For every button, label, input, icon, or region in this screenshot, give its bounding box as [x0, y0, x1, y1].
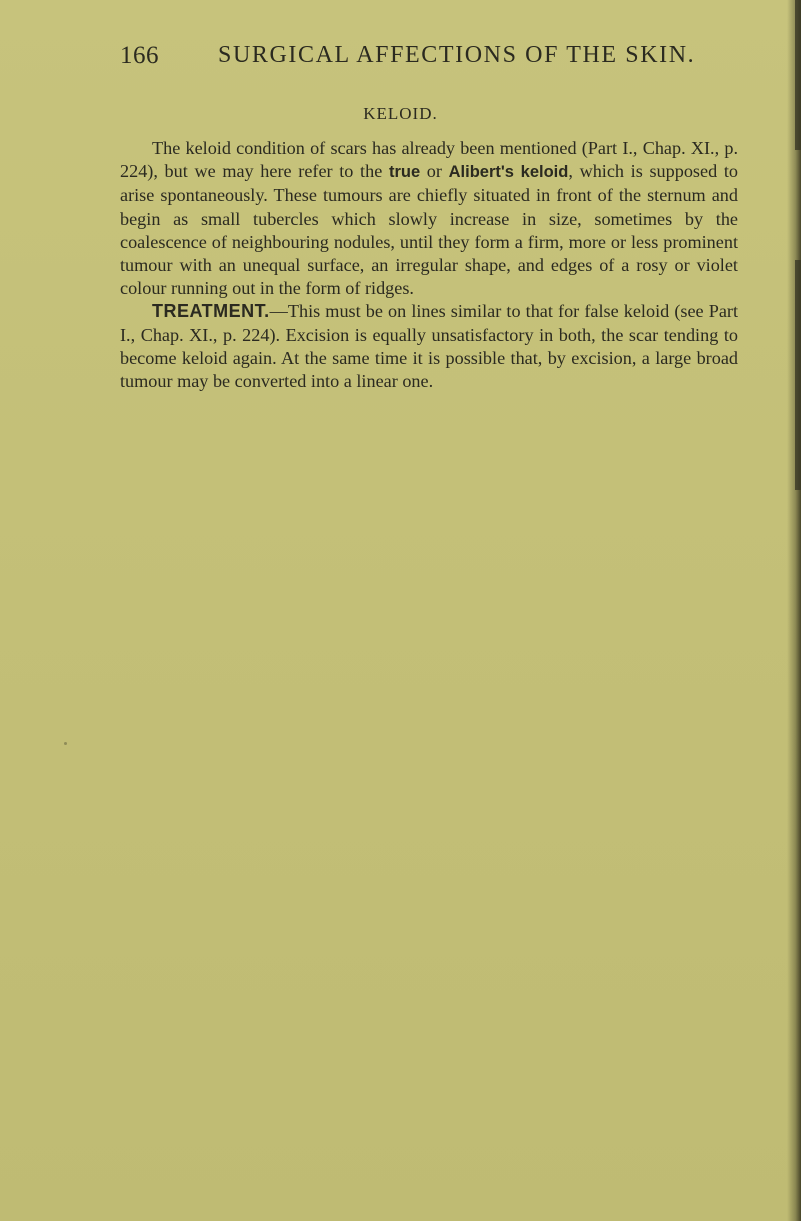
running-head-title: SURGICAL AFFECTIONS OF THE SKIN. [218, 42, 696, 68]
treatment-heading: TREATMENT. [152, 301, 270, 322]
paragraph-text: , which is supposed to arise spontaneously. These tumours are chiefly situated in front of the sternum and begin as small tubercles which slowly increase in size, sometimes by the coalescence of neighbouring nodules, until they form a firm, more or less prominent tumour with an unequal surface, an irregular shape, and edges of a rosy or violet colour running out in the form of ridges. [120, 161, 738, 299]
emphasis-true: true [388, 163, 421, 182]
emphasis-aliberts-keloid: Alibert's keloid [448, 163, 569, 182]
body-text [120, 137, 738, 393]
page-edge [795, 260, 801, 490]
page-number: 166 [120, 42, 159, 69]
paragraph-text: —This must be on lines similar to that for false keloid (see Part I., Chap. XI., p. 224). Excision is equally unsatisfactory in both, the scar tending to become keloid again. At the same time it is possible that, by excision, a large broad tumour may be converted into a linear one. [120, 301, 738, 392]
page-edge [795, 0, 801, 150]
page-edge-shadow [787, 0, 801, 1221]
paragraph-text: or [420, 161, 449, 182]
paragraph-treatment [120, 300, 738, 393]
paper-speck [64, 742, 67, 745]
paragraph-keloid [120, 137, 738, 300]
paragraph-text: The keloid condition of scars has already been mentioned (Part I., Chap. XI., p. 224), but we may here refer to the [120, 138, 738, 182]
section-title: KELOID. [363, 104, 438, 123]
running-head [120, 42, 740, 82]
